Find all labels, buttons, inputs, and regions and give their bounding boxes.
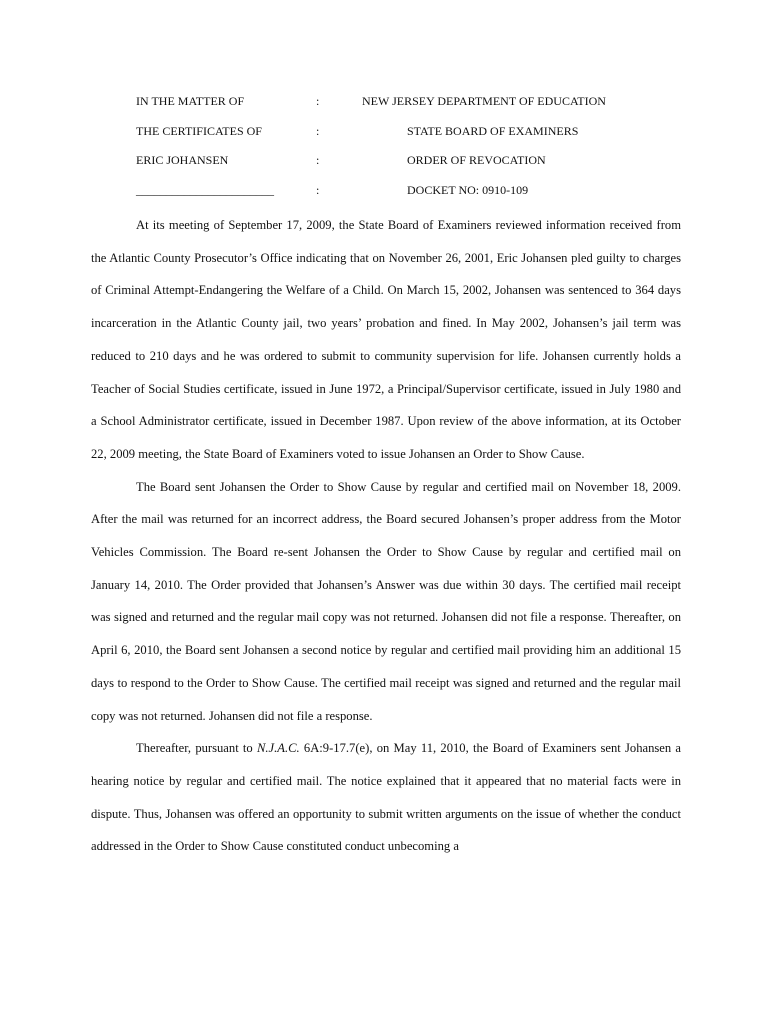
- caption-right-board: STATE BOARD OF EXAMINERS: [407, 124, 579, 138]
- caption-right-docket-number: DOCKET NO: 0910-109: [407, 183, 529, 197]
- paragraph-hearing-notice-body: 6A:9-17.7(e), on May 11, 2010, the Board of Examiners sent Johansen a hearing notice by regular and certified mail. The notice explained that it appeared that no material facts were in dispute. Thus, Johansen was offered an opportunity to submit written arguments on the issue of whether the conduct addressed in the Order to Show Cause constituted conduct unbecoming a: [91, 741, 682, 854]
- paragraph-hearing-notice: [91, 732, 681, 863]
- caption-colon: :: [316, 124, 320, 138]
- caption-row-matter: [0, 93, 770, 109]
- regulation-citation: N.J.A.C.: [256, 741, 300, 756]
- caption-colon: :: [316, 153, 320, 167]
- paragraph-service: The Board sent Johansen the Order to Show Cause by regular and certified mail on November 18, 2009. After the mail was returned for an incorrect address, the Board secured Johansen’s proper address from the Motor Vehicles Commission. The Board re-sent Johansen the Order to Show Cause by regular and certified mail on January 14, 2010. The Order provided that Johansen’s Answer was due within 30 days. The certified mail receipt was signed and returned and the regular mail copy was not returned. Johansen did not file a response. Thereafter, on April 6, 2010, the Board sent Johansen a second notice by regular and certified mail providing him an additional 15 days to respond to the Order to Show Cause. The certified mail receipt was signed and returned and the regular mail copy was not returned. Johansen did not file a response.: [91, 479, 681, 723]
- caption-left-certificates: THE CERTIFICATES OF: [136, 124, 262, 138]
- caption-row-certificates: [0, 123, 770, 139]
- caption-right-order-title: ORDER OF REVOCATION: [407, 153, 546, 167]
- caption-row-name: [0, 152, 770, 168]
- caption-left-signature-line: _______________________: [136, 183, 274, 197]
- paragraph-hearing-notice-intro: Thereafter, pursuant to: [136, 741, 257, 756]
- caption-left-matter: IN THE MATTER OF: [136, 94, 245, 108]
- caption-colon: :: [316, 94, 320, 108]
- document-body: [91, 209, 681, 863]
- caption-right-department: NEW JERSEY DEPARTMENT OF EDUCATION: [362, 94, 606, 108]
- caption-row-docket: [0, 182, 770, 198]
- paragraph-background: At its meeting of September 17, 2009, the State Board of Examiners reviewed information received from the Atlantic County Prosecutor’s Office indicating that on November 26, 2001, Eric Johansen pled guilty to charges of Criminal Attempt-Endangering the Welfare of a Child. On March 15, 2002, Johansen was sentenced to 364 days incarceration in the Atlantic County jail, two years’ probation and fined. In May 2002, Johansen’s jail term was reduced to 210 days and he was ordered to submit to community supervision for life. Johansen currently holds a Teacher of Social Studies certificate, issued in June 1972, a Principal/Supervisor certificate, issued in July 1980 and a School Administrator certificate, issued in December 1987. Upon review of the above information, at its October 22, 2009 meeting, the State Board of Examiners voted to issue Johansen an Order to Show Cause.: [91, 218, 681, 461]
- caption-left-name: ERIC JOHANSEN: [136, 153, 229, 167]
- caption-colon: :: [316, 183, 320, 197]
